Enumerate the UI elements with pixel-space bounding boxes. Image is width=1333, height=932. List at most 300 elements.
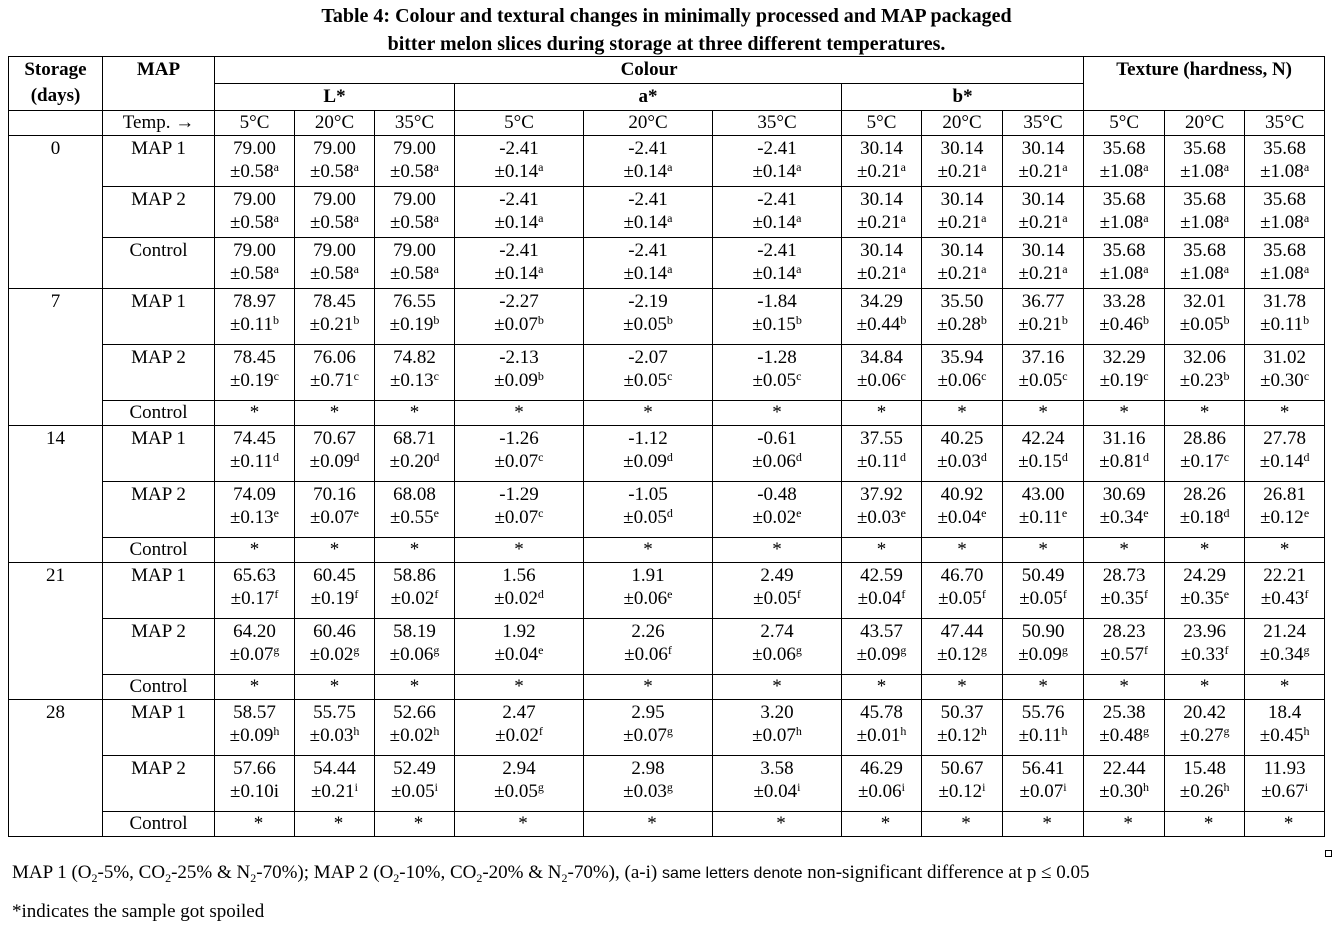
error-value bbox=[297, 369, 372, 393]
error-value bbox=[1086, 450, 1162, 474]
error-value bbox=[297, 450, 372, 474]
mean-value: 28.26 bbox=[1183, 484, 1226, 505]
significance-letter: g bbox=[273, 643, 280, 657]
error-value bbox=[1005, 369, 1081, 393]
storage-day-cell: 28 bbox=[9, 700, 103, 837]
value-cell bbox=[295, 238, 375, 289]
value-cell bbox=[375, 426, 455, 482]
mean-value: 58.19 bbox=[393, 621, 436, 642]
significance-letter: a bbox=[1062, 160, 1068, 174]
map-cell: MAP 2 bbox=[103, 482, 215, 538]
spoiled-cell: * bbox=[842, 812, 922, 837]
error-value bbox=[1167, 506, 1242, 530]
mean-value: 79.00 bbox=[393, 240, 436, 261]
map-cell: MAP 2 bbox=[103, 619, 215, 675]
mean-value: 35.50 bbox=[940, 291, 984, 312]
value-cell bbox=[584, 238, 713, 289]
std-error: ±0.07 bbox=[494, 314, 538, 335]
std-error: ±0.05 bbox=[752, 370, 797, 391]
std-error: ±0.07 bbox=[752, 725, 796, 746]
value-cell bbox=[842, 756, 922, 812]
significance-letter: i bbox=[434, 780, 439, 794]
significance-letter: f bbox=[667, 643, 672, 657]
mean-value: -2.41 bbox=[499, 138, 539, 159]
value-cell bbox=[1165, 426, 1245, 482]
value-cell bbox=[1245, 238, 1325, 289]
spoiled-cell: * bbox=[842, 538, 922, 563]
significance-letter: a bbox=[796, 160, 802, 174]
significance-letter: f bbox=[274, 587, 279, 601]
std-error: ±0.81 bbox=[1099, 451, 1143, 472]
spoiled-cell: * bbox=[215, 812, 295, 837]
storage-day-cell: 0 bbox=[9, 136, 103, 289]
std-error: ±0.46 bbox=[1099, 314, 1143, 335]
mean-value: 24.29 bbox=[1183, 565, 1226, 586]
spoiled-cell: * bbox=[455, 401, 584, 426]
map-cell: Control bbox=[103, 538, 215, 563]
mean-value: 37.55 bbox=[860, 428, 903, 449]
mean-value: -2.41 bbox=[628, 240, 668, 261]
value-cell bbox=[1003, 289, 1084, 345]
significance-letter: a bbox=[1223, 262, 1230, 276]
significance-letter: e bbox=[796, 506, 802, 520]
spoiled-cell: * bbox=[1084, 812, 1165, 837]
std-error: ±0.20 bbox=[389, 451, 434, 472]
value-cell bbox=[1165, 700, 1245, 756]
significance-letter: f bbox=[538, 724, 543, 738]
map-cell: MAP 1 bbox=[103, 426, 215, 482]
spoiled-cell: * bbox=[1084, 538, 1165, 563]
value-cell bbox=[713, 136, 842, 187]
std-error: ±0.19 bbox=[1099, 370, 1144, 391]
mean-value: 2.26 bbox=[631, 621, 665, 642]
significance-letter: g bbox=[666, 724, 673, 738]
std-error: ±0.58 bbox=[389, 212, 434, 233]
significance-letter: f bbox=[1062, 587, 1067, 601]
mean-value: 30.69 bbox=[1102, 484, 1146, 505]
error-value bbox=[1086, 313, 1162, 337]
mean-value: 30.14 bbox=[1021, 189, 1065, 210]
mean-value: -2.41 bbox=[628, 189, 668, 210]
std-error: ±0.58 bbox=[309, 212, 354, 233]
mean-value: 79.00 bbox=[393, 189, 436, 210]
error-value bbox=[715, 450, 839, 474]
significance-letter: d bbox=[1142, 450, 1149, 464]
value-cell bbox=[1084, 136, 1165, 187]
significance-letter: a bbox=[433, 211, 439, 225]
value-cell bbox=[842, 563, 922, 619]
control-row bbox=[9, 401, 1325, 426]
mean-value: 79.00 bbox=[313, 189, 356, 210]
std-error: ±0.11 bbox=[857, 451, 900, 472]
map-cell: Control bbox=[103, 812, 215, 837]
significance-letter: i bbox=[797, 780, 801, 794]
std-error: ±0.15 bbox=[752, 314, 796, 335]
mean-value: 74.82 bbox=[393, 347, 436, 368]
value-cell bbox=[375, 345, 455, 401]
error-value bbox=[586, 313, 710, 337]
value-cell bbox=[922, 700, 1003, 756]
significance-letter: a bbox=[273, 160, 279, 174]
significance-letter: b bbox=[1303, 313, 1310, 327]
value-cell bbox=[215, 563, 295, 619]
spoiled-cell: * bbox=[584, 538, 713, 563]
std-error: ±0.48 bbox=[1099, 725, 1143, 746]
mean-value: -2.41 bbox=[757, 240, 797, 261]
std-error: ±0.34 bbox=[1099, 507, 1144, 528]
error-value bbox=[297, 643, 372, 667]
significance-letter: c bbox=[273, 369, 279, 383]
value-cell bbox=[1003, 482, 1084, 538]
mean-value: 79.00 bbox=[233, 240, 276, 261]
std-error: ±0.58 bbox=[309, 263, 354, 284]
std-error: ±0.06 bbox=[752, 451, 796, 472]
error-value bbox=[1167, 160, 1242, 184]
std-error: ±0.21 bbox=[856, 263, 901, 284]
significance-letter: b bbox=[666, 313, 673, 327]
significance-letter: g bbox=[795, 643, 802, 657]
std-error: ±0.05 bbox=[938, 588, 982, 609]
value-cell bbox=[922, 187, 1003, 238]
mean-value: 27.78 bbox=[1263, 428, 1306, 449]
value-cell bbox=[215, 136, 295, 187]
std-error: ±0.10i bbox=[230, 781, 279, 802]
map-cell: Control bbox=[103, 675, 215, 700]
std-error: ±0.18 bbox=[1179, 507, 1224, 528]
error-value bbox=[1086, 160, 1162, 184]
value-cell bbox=[713, 619, 842, 675]
std-error: ±1.08 bbox=[1260, 161, 1304, 182]
storage-day-cell: 14 bbox=[9, 426, 103, 563]
std-error: ±0.11 bbox=[1018, 725, 1062, 746]
mean-value: 2.49 bbox=[760, 565, 794, 586]
value-cell bbox=[1245, 619, 1325, 675]
error-value bbox=[457, 587, 581, 611]
value-cell bbox=[375, 563, 455, 619]
significance-letter: d bbox=[272, 450, 279, 464]
mean-value: -1.84 bbox=[757, 291, 797, 312]
error-value bbox=[1005, 160, 1081, 184]
value-cell bbox=[922, 345, 1003, 401]
std-error: ±0.07 bbox=[494, 451, 539, 472]
spoiled-cell: * bbox=[1165, 675, 1245, 700]
mean-value: 46.70 bbox=[940, 565, 984, 586]
error-value bbox=[844, 724, 919, 748]
value-cell bbox=[295, 756, 375, 812]
value-cell bbox=[922, 426, 1003, 482]
storage-day-cell: 7 bbox=[9, 289, 103, 426]
map-cell: MAP 2 bbox=[103, 187, 215, 238]
std-error: ±1.08 bbox=[1099, 263, 1144, 284]
header-a-star: a* bbox=[455, 84, 842, 111]
significance-letter: c bbox=[433, 369, 439, 383]
error-value bbox=[457, 313, 581, 337]
mean-value: 30.14 bbox=[860, 240, 903, 261]
error-value bbox=[586, 160, 710, 184]
mean-value: 43.57 bbox=[860, 621, 903, 642]
std-error: ±0.14 bbox=[623, 212, 668, 233]
error-value bbox=[844, 643, 919, 667]
spoiled-cell: * bbox=[1165, 538, 1245, 563]
mean-value: 40.25 bbox=[940, 428, 984, 449]
error-value bbox=[457, 724, 581, 748]
mean-value: 57.66 bbox=[233, 758, 276, 779]
significance-letter: c bbox=[667, 369, 673, 383]
mean-value: -2.19 bbox=[628, 291, 668, 312]
significance-letter: a bbox=[273, 211, 279, 225]
value-cell bbox=[1003, 345, 1084, 401]
std-error: ±0.21 bbox=[856, 212, 901, 233]
value-cell bbox=[713, 238, 842, 289]
error-value bbox=[1005, 262, 1081, 286]
std-error: ±0.12 bbox=[937, 644, 981, 665]
significance-letter: g bbox=[980, 643, 987, 657]
value-cell bbox=[1245, 563, 1325, 619]
mean-value: 30.14 bbox=[860, 189, 903, 210]
significance-letter: d bbox=[1303, 450, 1310, 464]
value-cell bbox=[295, 619, 375, 675]
std-error: ±0.01 bbox=[856, 725, 901, 746]
value-cell bbox=[1245, 482, 1325, 538]
mean-value: 26.81 bbox=[1263, 484, 1306, 505]
significance-letter: d bbox=[433, 450, 440, 464]
mean-value: 11.93 bbox=[1263, 758, 1306, 779]
std-error: ±0.02 bbox=[494, 588, 538, 609]
error-value bbox=[586, 450, 710, 474]
std-error: ±0.02 bbox=[389, 725, 434, 746]
error-value bbox=[297, 160, 372, 184]
std-error: ±0.05 bbox=[623, 314, 667, 335]
map-cell: Control bbox=[103, 238, 215, 289]
spoiled-cell: * bbox=[295, 812, 375, 837]
value-cell bbox=[713, 345, 842, 401]
std-error: ±0.06 bbox=[937, 370, 982, 391]
std-error: ±0.06 bbox=[856, 370, 901, 391]
error-value bbox=[457, 450, 581, 474]
spoiled-cell: * bbox=[1245, 675, 1325, 700]
error-value bbox=[1005, 780, 1081, 804]
std-error: ±0.14 bbox=[1259, 451, 1304, 472]
std-error: ±0.04 bbox=[937, 507, 982, 528]
error-value bbox=[1005, 587, 1081, 611]
value-cell bbox=[1084, 426, 1165, 482]
std-error: ±0.05 bbox=[753, 588, 797, 609]
error-value bbox=[377, 587, 452, 611]
value-cell bbox=[295, 426, 375, 482]
std-error: ±0.35 bbox=[1180, 588, 1224, 609]
error-value bbox=[844, 262, 919, 286]
significance-letter: f bbox=[1224, 643, 1229, 657]
std-error: ±1.08 bbox=[1260, 263, 1304, 284]
error-value bbox=[377, 780, 452, 804]
std-error: ±0.05 bbox=[494, 781, 538, 802]
mean-value: 15.48 bbox=[1183, 758, 1226, 779]
std-error: ±0.03 bbox=[856, 507, 901, 528]
error-value bbox=[1247, 780, 1322, 804]
significance-letter: h bbox=[1061, 724, 1068, 738]
error-value bbox=[297, 506, 372, 530]
error-value bbox=[586, 643, 710, 667]
error-value bbox=[297, 313, 372, 337]
std-error: ±0.14 bbox=[752, 161, 797, 182]
std-error: ±0.04 bbox=[494, 644, 539, 665]
mean-value: 30.14 bbox=[940, 189, 984, 210]
error-value bbox=[457, 643, 581, 667]
significance-letter: a bbox=[981, 262, 987, 276]
header-tex-20c: 20°C bbox=[1165, 111, 1245, 136]
significance-letter: b bbox=[900, 313, 907, 327]
error-value bbox=[457, 506, 581, 530]
spoiled-cell: * bbox=[1245, 812, 1325, 837]
spoiled-cell: * bbox=[375, 675, 455, 700]
value-cell bbox=[295, 289, 375, 345]
value-cell bbox=[455, 619, 584, 675]
mean-value: 46.29 bbox=[860, 758, 903, 779]
std-error: ±0.05 bbox=[1179, 314, 1224, 335]
std-error: ±0.02 bbox=[495, 725, 539, 746]
mean-value: 32.29 bbox=[1102, 347, 1146, 368]
significance-letter: c bbox=[1223, 450, 1230, 464]
significance-letter: f bbox=[901, 587, 906, 601]
significance-letter: g bbox=[1142, 724, 1149, 738]
value-cell bbox=[922, 756, 1003, 812]
error-value bbox=[457, 262, 581, 286]
std-error: ±0.45 bbox=[1259, 725, 1304, 746]
error-value bbox=[1086, 724, 1162, 748]
header-blank bbox=[9, 111, 103, 136]
value-cell bbox=[295, 563, 375, 619]
mean-value: 21.24 bbox=[1263, 621, 1306, 642]
std-error: ±0.09 bbox=[1018, 644, 1062, 665]
significance-letter: b bbox=[353, 313, 360, 327]
significance-letter: a bbox=[353, 211, 359, 225]
storage-day-cell: 21 bbox=[9, 563, 103, 700]
std-error: ±0.34 bbox=[1259, 644, 1304, 665]
mean-value: 50.67 bbox=[940, 758, 984, 779]
error-value bbox=[1167, 587, 1242, 611]
error-value bbox=[924, 369, 1000, 393]
mean-value: -1.12 bbox=[628, 428, 668, 449]
error-value bbox=[924, 450, 1000, 474]
significance-letter: h bbox=[1223, 780, 1230, 794]
significance-letter: a bbox=[900, 262, 906, 276]
error-value bbox=[1247, 160, 1322, 184]
mean-value: 2.98 bbox=[631, 758, 665, 779]
std-error: ±0.55 bbox=[389, 507, 434, 528]
table-resize-handle bbox=[1325, 850, 1332, 857]
error-value bbox=[715, 724, 839, 748]
spoiled-cell: * bbox=[1245, 401, 1325, 426]
value-cell bbox=[842, 619, 922, 675]
map-cell: Control bbox=[103, 401, 215, 426]
error-value bbox=[297, 724, 372, 748]
error-value bbox=[1167, 313, 1242, 337]
mean-value: -0.61 bbox=[757, 428, 797, 449]
mean-value: 58.86 bbox=[393, 565, 436, 586]
value-cell bbox=[1084, 289, 1165, 345]
significance-letter: a bbox=[981, 160, 987, 174]
header-map: MAP bbox=[103, 57, 215, 111]
value-cell bbox=[922, 289, 1003, 345]
significance-letter: e bbox=[1223, 587, 1230, 601]
significance-letter: a bbox=[538, 211, 544, 225]
spoiled-cell: * bbox=[1165, 812, 1245, 837]
std-error: ±0.11 bbox=[230, 314, 273, 335]
table-row bbox=[9, 345, 1325, 401]
error-value bbox=[217, 724, 292, 748]
significance-letter: i bbox=[354, 780, 359, 794]
std-error: ±0.58 bbox=[309, 161, 354, 182]
std-error: ±0.03 bbox=[937, 451, 981, 472]
std-error: ±0.07 bbox=[494, 507, 539, 528]
spoiled-cell: * bbox=[1003, 675, 1084, 700]
mean-value: 36.77 bbox=[1021, 291, 1065, 312]
value-cell bbox=[1003, 187, 1084, 238]
std-error: ±0.44 bbox=[856, 314, 901, 335]
mean-value: 37.92 bbox=[860, 484, 903, 505]
std-error: ±0.07 bbox=[229, 644, 274, 665]
header-b-20c: 20°C bbox=[922, 111, 1003, 136]
header-a-20c: 20°C bbox=[584, 111, 713, 136]
significance-letter: g bbox=[900, 643, 907, 657]
std-error: ±0.06 bbox=[623, 588, 668, 609]
spoiled-cell: * bbox=[842, 401, 922, 426]
significance-letter: h bbox=[273, 724, 280, 738]
significance-letter: a bbox=[1303, 160, 1310, 174]
error-value bbox=[715, 211, 839, 235]
error-value bbox=[586, 262, 710, 286]
error-value bbox=[1005, 313, 1081, 337]
std-error: ±0.21 bbox=[1018, 161, 1063, 182]
error-value bbox=[457, 369, 581, 393]
value-cell bbox=[1165, 619, 1245, 675]
std-error: ±0.14 bbox=[623, 161, 668, 182]
value-cell bbox=[1084, 700, 1165, 756]
std-error: ±0.06 bbox=[389, 644, 434, 665]
significance-letter: g bbox=[537, 780, 544, 794]
mean-value: 50.49 bbox=[1021, 565, 1065, 586]
mean-value: 68.71 bbox=[393, 428, 436, 449]
std-error: ±0.21 bbox=[309, 314, 354, 335]
value-cell bbox=[1084, 619, 1165, 675]
mean-value: -2.41 bbox=[757, 189, 797, 210]
mean-value: 2.47 bbox=[502, 702, 536, 723]
mean-value: 35.68 bbox=[1263, 240, 1306, 261]
value-cell bbox=[1003, 619, 1084, 675]
value-cell bbox=[1003, 756, 1084, 812]
significance-letter: c bbox=[1143, 369, 1149, 383]
spoiled-cell: * bbox=[295, 401, 375, 426]
value-cell bbox=[713, 289, 842, 345]
error-value bbox=[217, 160, 292, 184]
value-cell bbox=[922, 563, 1003, 619]
error-value bbox=[1167, 724, 1242, 748]
significance-letter: g bbox=[433, 643, 440, 657]
significance-letter: a bbox=[1062, 211, 1068, 225]
error-value bbox=[297, 780, 372, 804]
std-error: ±1.08 bbox=[1099, 161, 1144, 182]
value-cell bbox=[1003, 136, 1084, 187]
error-value bbox=[1247, 643, 1322, 667]
mean-value: 2.95 bbox=[631, 702, 665, 723]
mean-value: 35.68 bbox=[1183, 138, 1226, 159]
error-value bbox=[1247, 506, 1322, 530]
value-cell bbox=[1245, 136, 1325, 187]
error-value bbox=[586, 369, 710, 393]
mean-value: 22.21 bbox=[1263, 565, 1306, 586]
significance-letter: a bbox=[538, 262, 544, 276]
error-value bbox=[217, 262, 292, 286]
